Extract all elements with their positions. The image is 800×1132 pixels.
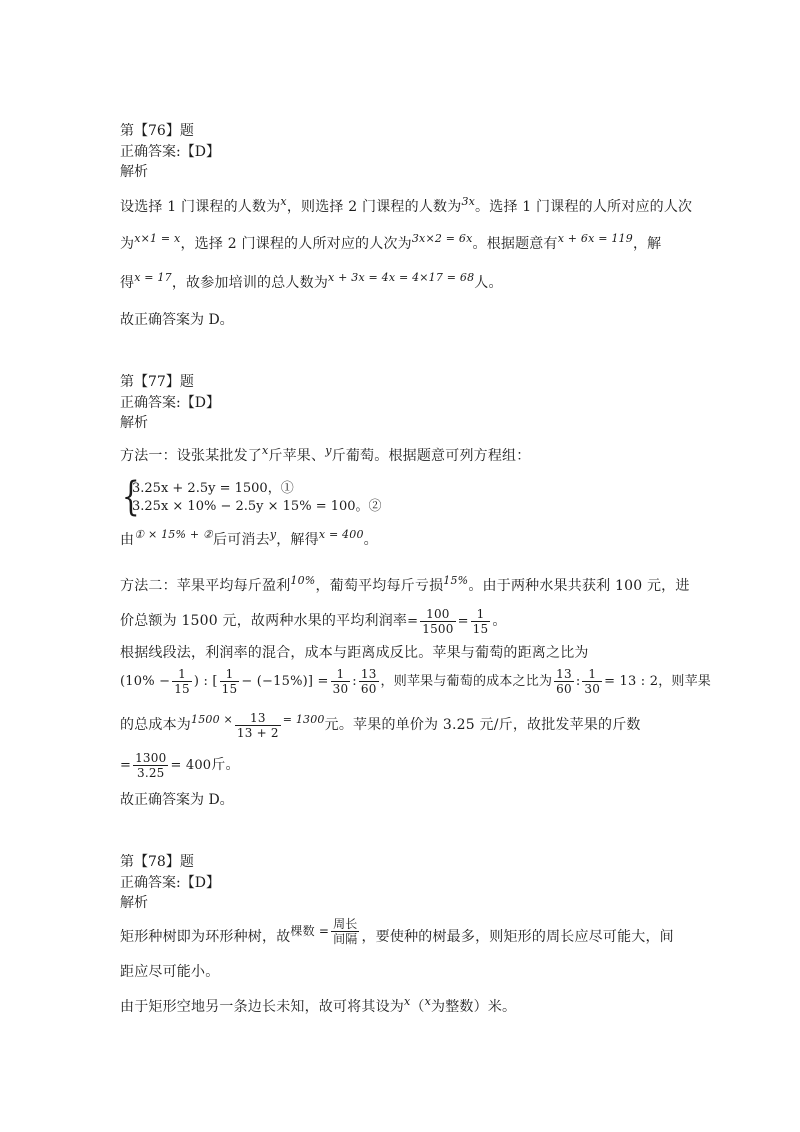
math-x: x — [280, 195, 287, 208]
numerator: 1 — [331, 667, 351, 682]
text: 由 — [120, 532, 135, 548]
fraction — [220, 667, 240, 696]
math-y: y — [325, 444, 332, 457]
equals: = — [457, 614, 469, 629]
text: 斤。 — [211, 757, 240, 773]
numerator: 1 — [172, 667, 192, 682]
text: ，选择 2 门课程的人所对应的人次为 — [180, 236, 412, 252]
fraction — [133, 751, 168, 780]
math: 3.25x + 2.5y = 1500，① — [132, 481, 294, 496]
numerator: 1300 — [135, 750, 167, 765]
text: （ — [410, 999, 425, 1015]
denominator: 3.25 — [137, 765, 165, 780]
text: 为 — [120, 236, 135, 252]
text: 。根据题意有 — [472, 236, 558, 252]
q76-answer: 正确答案:【D】 — [120, 144, 220, 160]
equation-brace: { — [121, 474, 140, 520]
math-x: x — [262, 444, 269, 457]
text: ，故参加培训的总人数为 — [171, 275, 329, 291]
q78-line-2: 距应尽可能小。 — [120, 964, 220, 980]
denominator: 15 — [221, 682, 238, 696]
numerator: 1 — [220, 667, 240, 682]
fraction — [172, 667, 192, 696]
math-3x: 3x — [461, 195, 476, 208]
denominator: 30 — [332, 682, 349, 696]
text: 方法一：设张某批发了 — [120, 448, 262, 464]
text: 后可消去 — [213, 532, 270, 548]
text: 。选择 1 门课程的人所对应的人次 — [475, 199, 693, 215]
math: − (−15%)] = — [241, 674, 329, 689]
numerator: 100 — [420, 607, 455, 622]
math: 10% — [290, 574, 316, 587]
text: 斤苹果、 — [268, 448, 326, 464]
text: ，解 — [632, 236, 662, 252]
numerator: 13 — [360, 667, 377, 681]
math: (10% − — [120, 674, 171, 689]
math: : — [575, 674, 581, 689]
text: ，解得 — [276, 532, 319, 548]
math-x: x — [424, 995, 432, 1008]
math: = — [407, 614, 419, 629]
q76-conclusion: 故正确答案为 D。 — [120, 312, 234, 328]
denominator: 15 — [472, 621, 489, 636]
math: x = 400 — [318, 528, 364, 541]
math: ) : [ — [193, 674, 218, 689]
math: = 400 — [170, 758, 212, 773]
q78-header: 第【78】题 — [120, 854, 194, 870]
math: = — [120, 758, 132, 773]
math: x×1 = x — [134, 232, 181, 245]
text: 设选择 1 门课程的人数为 — [120, 199, 281, 215]
text: 由于矩形空地另一条边长未知，故可将其设为 — [120, 999, 404, 1015]
math: 棵数 = — [290, 924, 330, 938]
denominator: 15 — [174, 682, 190, 696]
text: ，葡萄平均每斤亏损 — [315, 578, 444, 594]
text: 方法二：苹果平均每斤盈利 — [120, 578, 291, 594]
text: 的总成本为 — [120, 717, 191, 733]
q77-method2-line-3: 根据线段法，利润率的混合，成本与距离成反比。苹果与葡萄的距离之比为 — [120, 645, 589, 661]
math-x: x — [404, 995, 411, 1008]
math: 3.25x × 10% − 2.5y × 15% = 100。② — [132, 499, 382, 514]
q77-method2-line-6 — [120, 750, 240, 781]
denominator: 60 — [360, 682, 377, 696]
q77-method2-line-5 — [120, 710, 641, 741]
math: ① × 15% + ② — [134, 528, 213, 541]
q77-analysis-label: 解析 — [120, 415, 148, 431]
denominator: 间隔 — [333, 931, 358, 946]
numerator: 1 — [582, 667, 602, 682]
text: 元。苹果的单价为 3.25 元/斤，故批发苹果的斤数 — [324, 717, 641, 733]
q78-line-1 — [120, 916, 674, 954]
denominator: 60 — [556, 682, 572, 696]
fraction — [331, 917, 359, 946]
denominator: 30 — [584, 682, 601, 696]
text: ，则选择 2 门课程的人数为 — [286, 199, 462, 215]
q76-analysis-label: 解析 — [120, 164, 148, 180]
q78-line-3 — [120, 997, 516, 1018]
q76-header: 第【76】题 — [120, 123, 194, 139]
text: 。由于两种水果共获利 100 元，进 — [468, 578, 690, 594]
math: 1500 × — [191, 713, 233, 726]
text: 矩形种树即为环形种树，故 — [120, 929, 291, 945]
math: : — [352, 674, 357, 689]
q77-answer: 正确答案:【D】 — [120, 395, 220, 411]
math: = 13 : 2 — [604, 674, 659, 689]
text: 。 — [492, 613, 507, 629]
fraction — [235, 711, 281, 740]
equation-2 — [132, 496, 382, 517]
math: 15% — [443, 574, 469, 587]
denominator: 13 + 2 — [236, 725, 279, 740]
q78-answer: 正确答案:【D】 — [120, 875, 220, 891]
fraction — [331, 667, 351, 696]
numerator: 周长 — [333, 916, 358, 931]
math: 3x×2 = 6x — [411, 232, 473, 245]
fraction — [420, 607, 455, 636]
fraction — [359, 667, 379, 696]
q76-line-3 — [120, 273, 503, 294]
numerator: 1 — [471, 607, 491, 622]
text: ，则苹果与葡萄的成本之比为 — [380, 674, 553, 689]
q76-line-2 — [120, 234, 661, 255]
q77-method1-line — [120, 446, 530, 467]
math-y: y — [269, 528, 277, 541]
q77-method2-line-2 — [120, 606, 507, 637]
math: = 1300 — [282, 713, 325, 726]
text: 。 — [363, 532, 378, 548]
numerator: 13 — [556, 667, 572, 681]
text: 为整数）米。 — [431, 999, 517, 1015]
q76-line-1 — [120, 197, 692, 218]
q77-elimination-line — [120, 530, 378, 551]
text: 价总额为 1500 元，故两种水果的平均利润率 — [120, 613, 408, 629]
q77-conclusion: 故正确答案为 D。 — [120, 792, 234, 808]
math: x + 3x = 4x = 4×17 = 68 — [328, 271, 475, 284]
math: x = 17 — [134, 271, 172, 284]
text: ，则苹果 — [658, 674, 711, 689]
text: 得 — [120, 275, 135, 291]
denominator: 1500 — [422, 621, 454, 636]
text: ，要使种的树最多，则矩形的周长应尽可能大，间 — [361, 929, 674, 945]
numerator: 13 — [235, 711, 281, 726]
fraction — [582, 667, 602, 696]
text: 人。 — [474, 275, 503, 291]
fraction — [554, 667, 574, 696]
fraction — [471, 607, 491, 636]
q78-analysis-label: 解析 — [120, 895, 148, 911]
q77-method2-line-4 — [120, 667, 711, 697]
text: 斤葡萄。根据题意可列方程组： — [331, 448, 531, 464]
math: x + 6x = 119 — [557, 232, 633, 245]
q77-header: 第【77】题 — [120, 374, 194, 390]
q77-method2-line-1 — [120, 576, 690, 597]
